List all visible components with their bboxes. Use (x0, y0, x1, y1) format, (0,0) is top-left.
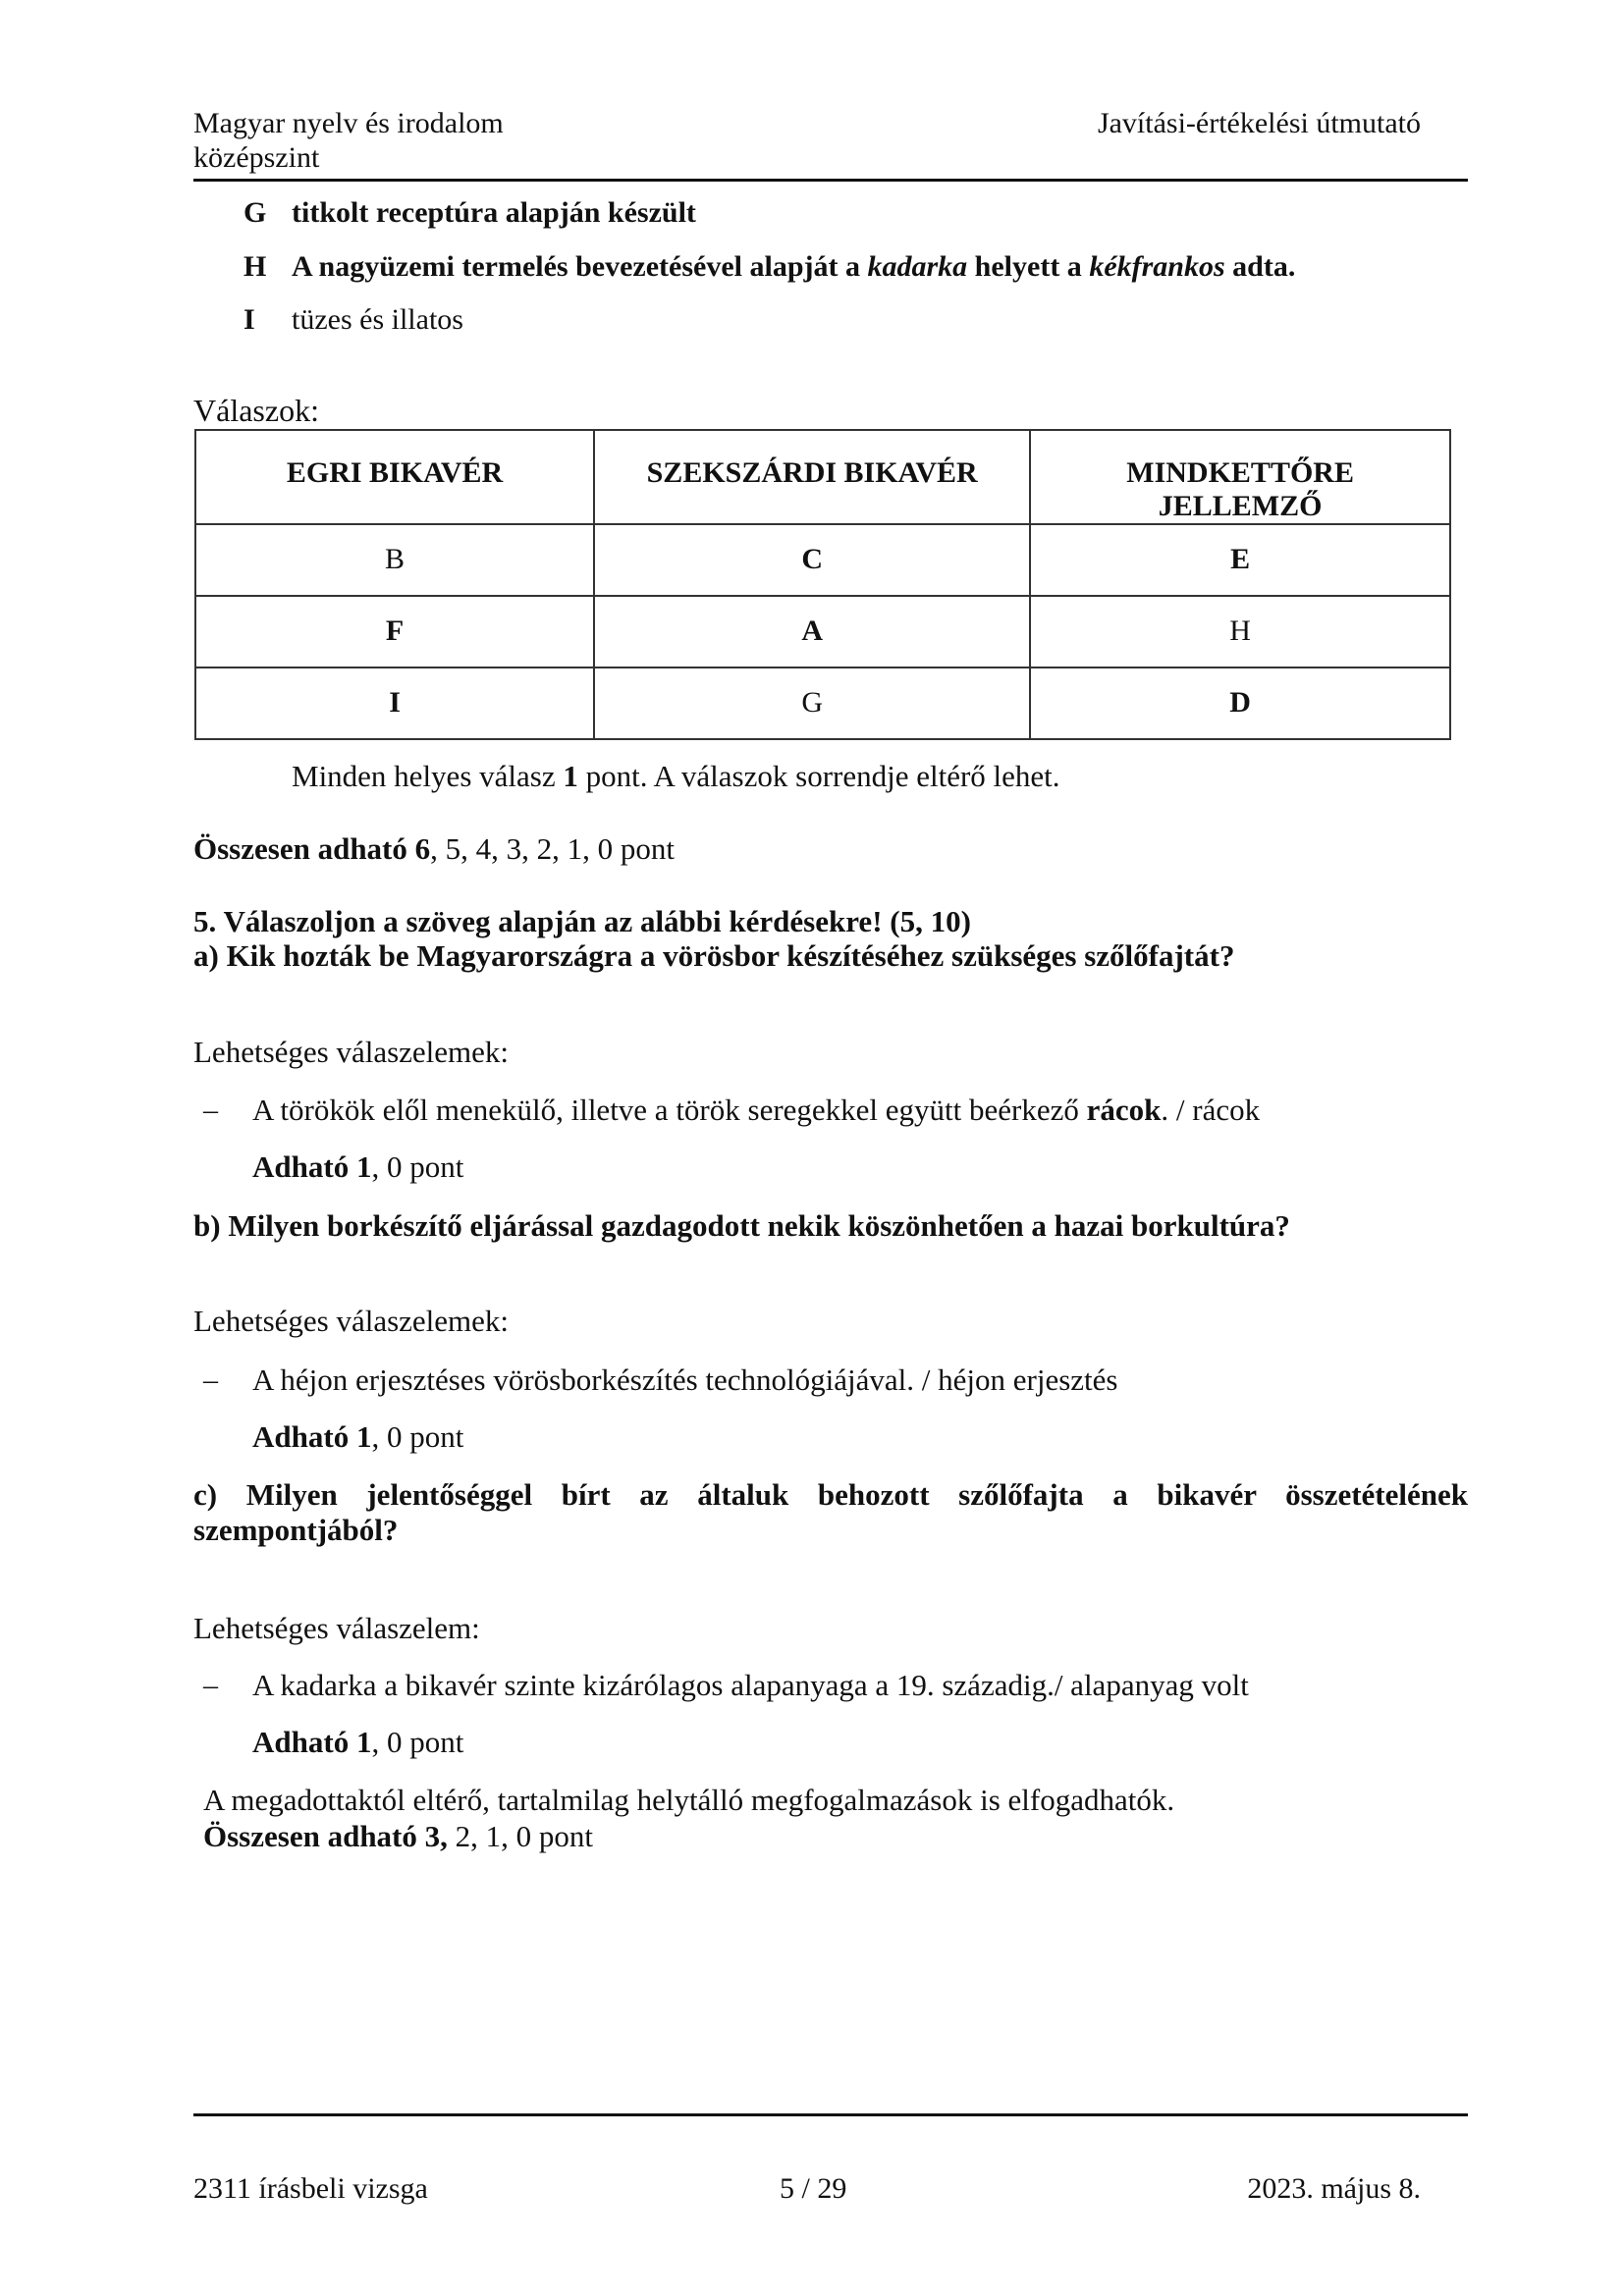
question5b-answer: A héjon erjesztéses vörösborkészítés technológiájával. / héjon erjesztés (252, 1362, 1118, 1397)
answer-bold-racok: rácok (1086, 1093, 1162, 1127)
footer-rule (193, 2113, 1468, 2116)
table-header-mindkettore-text: MINDKETTŐRE JELLEMZŐ (1126, 456, 1354, 522)
task4-total-rest: , 5, 4, 3, 2, 1, 0 pont (430, 831, 676, 866)
note-text: pont. A válaszok sorrendje eltérő lehet. (577, 759, 1060, 793)
question5a-score (252, 1149, 463, 1185)
option-letter-h: H (244, 250, 267, 283)
question5a-answer-label: Lehetséges válaszelemek: (193, 1035, 510, 1069)
table-row (195, 596, 1450, 667)
option-text-h-part: A nagyüzemi termelés bevezetésével alapját a (292, 250, 868, 283)
header-doc-type: Javítási-értékelési útmutató (1097, 107, 1421, 139)
option-text-h-italic-kadarka: kadarka (867, 250, 968, 283)
header-subject: Magyar nyelv és irodalom (193, 107, 504, 139)
table-cell: H (1030, 596, 1450, 667)
header-rule (193, 179, 1468, 182)
table-cell: C (594, 524, 1030, 596)
question5c: c) Milyen jelentőséggel bírt az általuk behozott szőlőfajta a bikavér összetételének szempontjából? (193, 1477, 1468, 1547)
dash-bullet-icon: – (203, 1363, 218, 1396)
table-cell: G (594, 667, 1030, 739)
dash-bullet-icon: – (203, 1669, 218, 1701)
option-text-h-italic-kekfrankos: kékfrankos (1089, 250, 1225, 283)
footer-page-number: 5 / 29 (780, 2172, 847, 2205)
score-bold: Adható 1 (252, 1419, 372, 1454)
header-level: középszint (193, 141, 320, 174)
answers-table-header-row (195, 430, 1450, 524)
question5-acceptance-note: A megadottaktól eltérő, tartalmilag helytálló megfogalmazások is elfogadhatók. (203, 1783, 1175, 1817)
score-rest: , 0 pont (371, 1725, 464, 1759)
answer-text: . / rácok (1161, 1093, 1261, 1127)
score-bold: Adható 1 (252, 1725, 372, 1759)
answers-label: Válaszok: (193, 393, 319, 428)
note-text: Minden helyes válasz (292, 759, 564, 793)
score-rest: , 0 pont (371, 1149, 464, 1184)
table-cell: B (195, 524, 594, 596)
question5c-answer-label: Lehetséges válaszelem: (193, 1611, 480, 1645)
dash-bullet-icon: – (203, 1094, 218, 1126)
table-row (195, 524, 1450, 596)
option-text-h (292, 249, 1295, 285)
question5b-score (252, 1419, 463, 1455)
table-cell: E (1030, 524, 1450, 596)
table-cell: F (195, 596, 594, 667)
table-header-szekszardi: SZEKSZÁRDI BIKAVÉR (594, 430, 1030, 524)
option-letter-i: I (244, 303, 255, 336)
answer-text: A törökök elől menekülő, illetve a török seregekkel együtt beérkező (252, 1093, 1087, 1127)
question5a: a) Kik hozták be Magyarországra a vörösbor készítéséhez szükséges szőlőfajtát? (193, 938, 1235, 973)
table-header-egri: EGRI BIKAVÉR (195, 430, 594, 524)
table-cell: I (195, 667, 594, 739)
question5-total-rest: 2, 1, 0 pont (447, 1819, 594, 1853)
question5a-answer (252, 1093, 1260, 1128)
question5c-answer: A kadarka a bikavér szinte kizárólagos alapanyaga a 19. századig./ alapanyag volt (252, 1668, 1249, 1702)
table-cell: D (1030, 667, 1450, 739)
score-bold: Adható 1 (252, 1149, 372, 1184)
option-text-h-part: adta. (1224, 250, 1296, 283)
option-text-i: tüzes és illatos (292, 303, 463, 336)
note-bold-point: 1 (563, 759, 578, 793)
question5b-answer-label: Lehetséges válaszelemek: (193, 1304, 510, 1338)
answers-table (194, 429, 1451, 740)
footer-date: 2023. május 8. (1247, 2172, 1421, 2205)
question5c-score (252, 1725, 463, 1760)
option-text-h-part: helyett a (967, 250, 1090, 283)
question5-title: 5. Válaszoljon a szöveg alapján az alábbi kérdésekre! (5, 10) (193, 904, 971, 938)
score-rest: , 0 pont (371, 1419, 464, 1454)
option-letter-g: G (244, 196, 267, 229)
option-text-g: titkolt receptúra alapján készült (292, 196, 696, 229)
table-header-mindkettore (1030, 430, 1450, 524)
table-cell: A (594, 596, 1030, 667)
question5b: b) Milyen borkészítő eljárással gazdagodott nekik köszönhetően a hazai borkultúra? (193, 1208, 1290, 1243)
table-scoring-note (292, 759, 1060, 794)
footer-exam: 2311 írásbeli vizsga (193, 2172, 428, 2205)
question5-total-bold: Összesen adható 3, (203, 1819, 448, 1853)
question5-total (203, 1819, 593, 1854)
task4-total-bold: Összesen adható 6 (193, 831, 431, 866)
task4-total (193, 831, 675, 867)
table-row (195, 667, 1450, 739)
